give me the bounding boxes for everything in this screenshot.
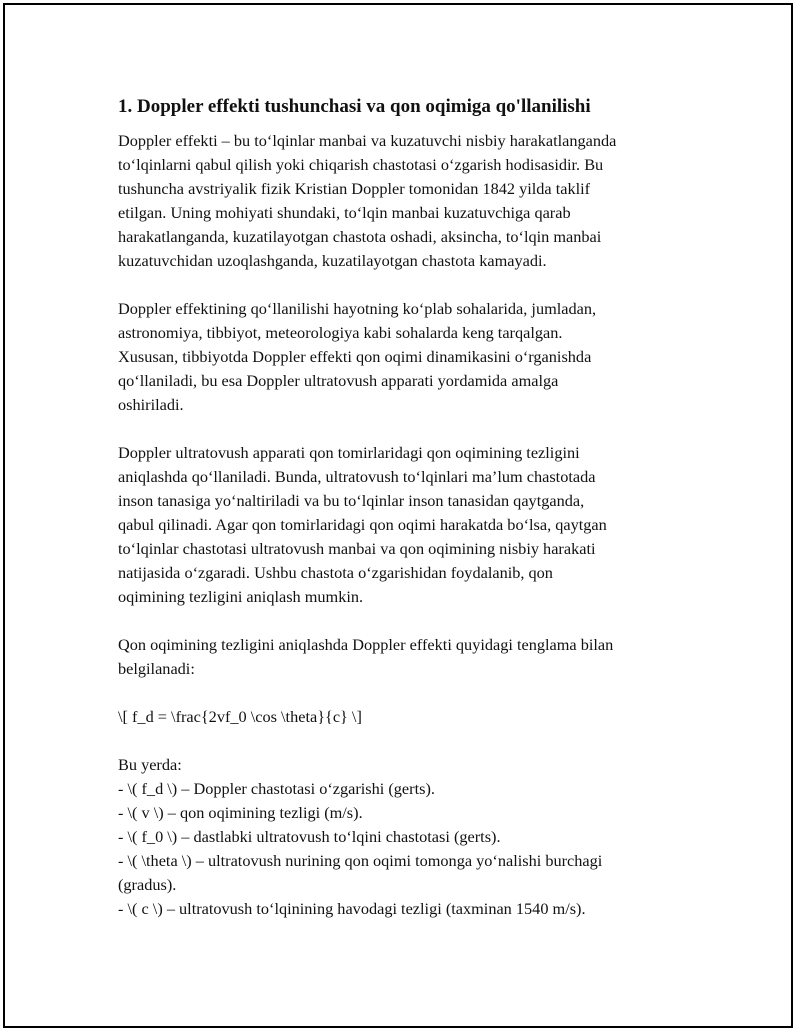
text-line: Doppler ultratovush apparati qon tomirlaridagi qon oqimining tezligini bbox=[118, 443, 580, 462]
text-line: harakatlanganda, kuzatilayotgan chastota oshadi, aksincha, to‘lqin manbai bbox=[118, 227, 602, 246]
text-line: natijasida o‘zgaradi. Ushbu chastota o‘zgarishidan foydalanib, qon bbox=[118, 563, 553, 582]
text-line: etilgan. Uning mohiyati shundaki, to‘lqin manbai kuzatuvchiga qarab bbox=[118, 203, 571, 222]
text-line: Qon oqimining tezligini aniqlashda Doppler effekti quyidagi tenglama bilan bbox=[118, 635, 614, 654]
list-item: - \( \theta \) – ultratovush nurining qon oqimi tomonga yo‘nalishi burchagi bbox=[118, 851, 603, 870]
text-line: inson tanasiga yo‘naltiriladi va bu to‘lqinlar inson tanasidan qaytganda, bbox=[118, 491, 585, 510]
section-heading: 1. Doppler effekti tushunchasi va qon oqimiga qo'llanilishi bbox=[118, 96, 591, 117]
list-item: - \( c \) – ultratovush to‘lqinining havodagi tezligi (taxminan 1540 m/s). bbox=[118, 899, 586, 918]
paragraph-doppler-definition bbox=[118, 129, 703, 273]
list-item: (gradus). bbox=[118, 875, 177, 894]
text-line: tushuncha avstriyalik fizik Kristian Doppler tomonidan 1842 yilda taklif bbox=[118, 179, 591, 198]
text-line: qo‘llaniladi, bu esa Doppler ultratovush apparati yordamida amalga bbox=[118, 371, 559, 390]
document-body bbox=[118, 95, 703, 921]
text-line: Doppler effekti – bu to‘lqinlar manbai va kuzatuvchi nisbiy harakatlanganda bbox=[118, 131, 617, 150]
text-line: Xususan, tibbiyotda Doppler effekti qon oqimi dinamikasini o‘rganishda bbox=[118, 347, 592, 366]
text-line: astronomiya, tibbiyot, meteorologiya kabi sohalarda keng tarqalgan. bbox=[118, 323, 563, 342]
paragraph-equation-intro bbox=[118, 633, 703, 681]
text-line: oshiriladi. bbox=[118, 395, 184, 414]
list-item: - \( v \) – qon oqimining tezligi (m/s). bbox=[118, 803, 363, 822]
paragraph-ultrasound-apparatus bbox=[118, 441, 703, 609]
text-line: belgilanadi: bbox=[118, 659, 195, 678]
text-line: to‘lqinlarni qabul qilish yoki chiqarish chastotasi o‘zgarish hodisasidir. Bu bbox=[118, 155, 604, 174]
text-line: oqimining tezligini aniqlash mumkin. bbox=[118, 587, 364, 606]
list-item: - \( f_0 \) – dastlabki ultratovush to‘lqini chastotasi (gerts). bbox=[118, 827, 501, 846]
list-item: - \( f_d \) – Doppler chastotasi o‘zgarishi (gerts). bbox=[118, 779, 435, 798]
text-line: aniqlashda qo‘llaniladi. Bunda, ultratovush to‘lqinlari ma’lum chastotada bbox=[118, 467, 596, 486]
doppler-formula: \[ f_d = \frac{2vf_0 \cos \theta}{c} \] bbox=[118, 707, 362, 726]
paragraph-applications bbox=[118, 297, 703, 417]
text-line: qabul qilinadi. Agar qon tomirlaridagi qon oqimi harakatda bo‘lsa, qaytgan bbox=[118, 515, 607, 534]
definitions-list bbox=[118, 753, 703, 921]
definitions-intro: Bu yerda: bbox=[118, 755, 182, 774]
text-line: Doppler effektining qo‘llanilishi hayotning ko‘plab sohalarida, jumladan, bbox=[118, 299, 597, 318]
text-line: to‘lqinlar chastotasi ultratovush manbai va qon oqimining nisbiy harakati bbox=[118, 539, 596, 558]
text-line: kuzatuvchidan uzoqlashganda, kuzatilayotgan chastota kamayadi. bbox=[118, 251, 547, 270]
